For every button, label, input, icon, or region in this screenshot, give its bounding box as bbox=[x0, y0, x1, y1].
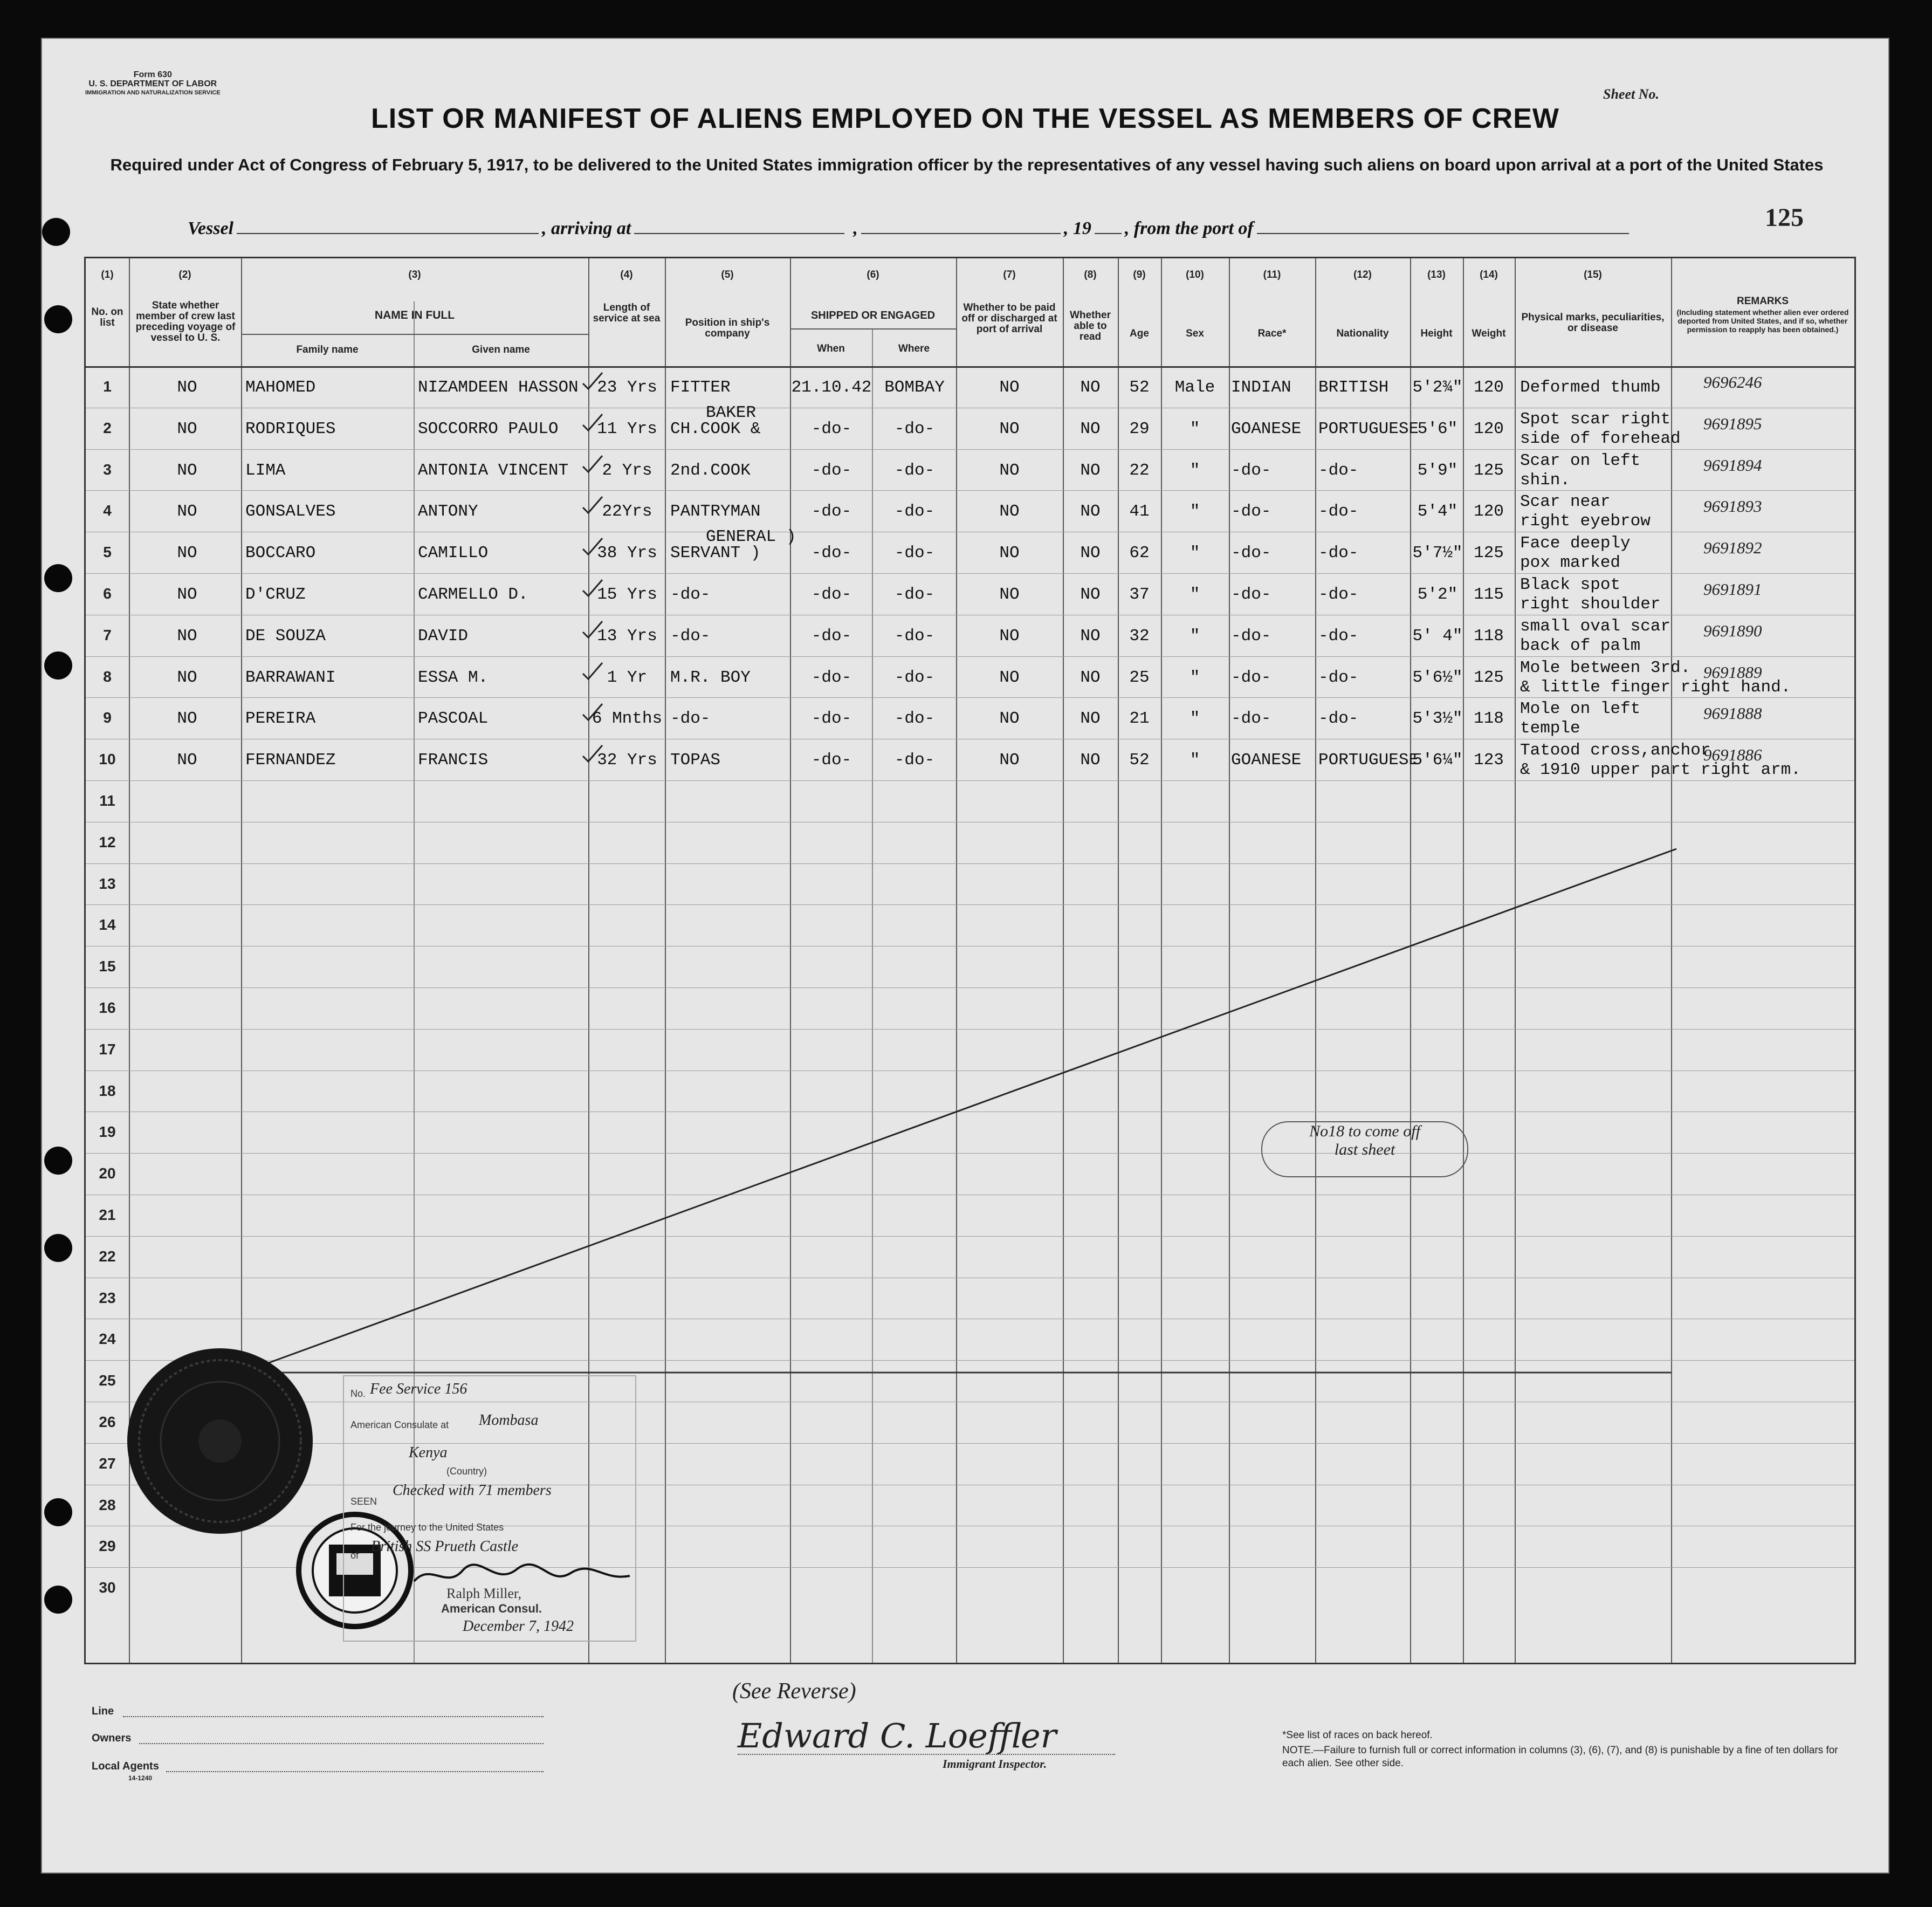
binder-hole-icon bbox=[44, 1147, 72, 1175]
cell-remark-number: 9691888 bbox=[1703, 704, 1762, 723]
row-number: 15 bbox=[99, 958, 116, 975]
cell-height: 5'6" bbox=[1417, 419, 1458, 438]
cell-when: -do- bbox=[811, 544, 852, 563]
cell-physical-marks-2: temple bbox=[1520, 719, 1580, 738]
cell-nationality: BRITISH bbox=[1318, 378, 1389, 397]
cell-race: -do- bbox=[1231, 585, 1271, 604]
cell-family-name: BOCCARO bbox=[245, 544, 316, 563]
cell-physical-marks-1: Scar near bbox=[1520, 492, 1611, 512]
cell-physical-marks-1: Mole between 3rd. bbox=[1520, 658, 1691, 677]
cell-family-name: DE SOUZA bbox=[245, 626, 326, 646]
col-num-8: (8) bbox=[1084, 269, 1097, 280]
cell-physical-marks-1: Deformed thumb bbox=[1520, 378, 1661, 397]
cell-where: -do- bbox=[894, 502, 935, 522]
col-num-12: (12) bbox=[1353, 269, 1372, 280]
consul-fee-service: Fee Service 156 bbox=[370, 1381, 467, 1397]
row-number: 13 bbox=[99, 875, 116, 892]
header-where: Where bbox=[898, 343, 930, 354]
cell-state: NO bbox=[177, 585, 197, 604]
cell-weight: 118 bbox=[1474, 709, 1504, 729]
col-num-11: (11) bbox=[1263, 269, 1281, 280]
cell-physical-marks-1: Spot scar right bbox=[1520, 409, 1671, 429]
col-num-2: (2) bbox=[178, 269, 191, 280]
cell-weight: 125 bbox=[1474, 668, 1504, 687]
vessel-label: Vessel bbox=[188, 218, 233, 238]
cell-where: -do- bbox=[894, 419, 935, 438]
row-number: 27 bbox=[99, 1455, 116, 1472]
cell-family-name: RODRIQUES bbox=[245, 419, 336, 438]
binder-hole-icon bbox=[44, 1586, 72, 1614]
cell-family-name: BARRAWANI bbox=[245, 668, 336, 687]
cell-position: -do- bbox=[670, 626, 711, 646]
handwritten-note bbox=[1261, 1121, 1468, 1177]
cell-remark-number: 9691891 bbox=[1703, 580, 1762, 599]
header-name-in-full: NAME IN FULL bbox=[374, 309, 455, 321]
row-number: 3 bbox=[103, 461, 112, 478]
cell-family-name: LIMA bbox=[245, 461, 286, 480]
cell-race: GOANESE bbox=[1231, 751, 1302, 770]
cell-physical-marks-1: small oval scar bbox=[1520, 616, 1671, 636]
cell-paid-off: NO bbox=[999, 585, 1020, 604]
cell-race: -do- bbox=[1231, 626, 1271, 646]
cell-physical-marks-2: pox marked bbox=[1520, 553, 1621, 573]
cell-age: 25 bbox=[1129, 668, 1150, 687]
cell-height: 5'4" bbox=[1417, 502, 1458, 522]
cell-when: -do- bbox=[811, 709, 852, 729]
cell-remark-number: 9691894 bbox=[1703, 455, 1762, 475]
cell-age: 37 bbox=[1129, 585, 1150, 604]
consulate-label: American Consulate at bbox=[350, 1419, 449, 1430]
cell-physical-marks-2: side of forehead bbox=[1520, 429, 1681, 448]
cell-sex: " bbox=[1190, 544, 1200, 563]
cell-length-service: 13 Yrs bbox=[597, 626, 657, 646]
cell-where: -do- bbox=[894, 585, 935, 604]
header-height: Height bbox=[1420, 328, 1453, 339]
header-when: When bbox=[817, 343, 845, 354]
cell-length-service: 11 Yrs bbox=[597, 419, 657, 438]
header-able-to-read: Whether able to read bbox=[1070, 310, 1111, 342]
cell-age: 41 bbox=[1129, 502, 1150, 522]
cell-race: -do- bbox=[1231, 461, 1271, 480]
cell-remark-number: 9691893 bbox=[1703, 497, 1762, 516]
cell-where: -do- bbox=[894, 751, 935, 770]
cell-length-service: 23 Yrs bbox=[597, 378, 657, 397]
line-label: Line bbox=[92, 1705, 114, 1717]
cell-when: -do- bbox=[811, 668, 852, 687]
row-number: 28 bbox=[99, 1496, 116, 1513]
header-remarks: REMARKS bbox=[1736, 296, 1789, 307]
service-name: IMMIGRATION AND NATURALIZATION SERVICE bbox=[85, 90, 221, 96]
cell-height: 5'7½" bbox=[1412, 544, 1463, 563]
cell-physical-marks-2: shin. bbox=[1520, 470, 1571, 490]
cell-able-to-read: NO bbox=[1080, 378, 1101, 397]
cell-sex: " bbox=[1190, 419, 1200, 438]
cell-given-name: FRANCIS bbox=[418, 751, 489, 770]
cell-remark-number: 9691886 bbox=[1703, 745, 1762, 765]
row-number: 20 bbox=[99, 1165, 116, 1182]
row-number: 17 bbox=[99, 1040, 116, 1058]
see-reverse-note: (See Reverse) bbox=[732, 1679, 856, 1704]
cell-given-name: DAVID bbox=[418, 626, 469, 646]
cell-paid-off: NO bbox=[999, 544, 1020, 563]
cell-position-top: GENERAL ) bbox=[706, 527, 796, 547]
cell-family-name: FERNANDEZ bbox=[245, 751, 336, 770]
cell-when: -do- bbox=[811, 626, 852, 646]
cell-state: NO bbox=[177, 461, 197, 480]
binder-hole-icon bbox=[44, 1234, 72, 1262]
col-num-3: (3) bbox=[408, 269, 421, 280]
cell-where: -do- bbox=[894, 668, 935, 687]
cell-able-to-read: NO bbox=[1080, 751, 1101, 770]
cell-age: 52 bbox=[1129, 751, 1150, 770]
cell-state: NO bbox=[177, 502, 197, 522]
header-no-on-list: No. on list bbox=[91, 306, 123, 328]
cell-family-name: GONSALVES bbox=[245, 502, 336, 522]
consul-country: Kenya bbox=[409, 1444, 448, 1461]
cell-sex: " bbox=[1190, 461, 1200, 480]
cell-length-service: 1 Yr bbox=[607, 668, 648, 687]
cell-physical-marks-1: Black spot bbox=[1520, 575, 1621, 594]
cell-state: NO bbox=[177, 709, 197, 729]
row-number: 24 bbox=[99, 1330, 116, 1348]
cell-weight: 125 bbox=[1474, 544, 1504, 563]
cell-age: 21 bbox=[1129, 709, 1150, 729]
cell-height: 5'9" bbox=[1417, 461, 1458, 480]
cell-nationality: -do- bbox=[1318, 585, 1359, 604]
cell-paid-off: NO bbox=[999, 461, 1020, 480]
cell-physical-marks-1: Face deeply bbox=[1520, 534, 1631, 553]
cell-where: -do- bbox=[894, 461, 935, 480]
seen-label: SEEN bbox=[350, 1496, 377, 1507]
of-label: of bbox=[350, 1550, 359, 1561]
col-num-13: (13) bbox=[1427, 269, 1446, 280]
row-number: 25 bbox=[99, 1372, 116, 1389]
header-position: Position in ship's company bbox=[685, 317, 770, 339]
header-state-member: State whether member of crew last preceding voyage of vessel to U. S. bbox=[135, 300, 236, 344]
cell-height: 5' 4" bbox=[1412, 626, 1463, 646]
seen-text: Checked with 71 members bbox=[393, 1482, 552, 1499]
cell-height: 5'3½" bbox=[1412, 709, 1463, 729]
manifest-sheet bbox=[41, 38, 1889, 1874]
cell-nationality: -do- bbox=[1318, 544, 1359, 563]
cell-state: NO bbox=[177, 626, 197, 646]
cell-weight: 118 bbox=[1474, 626, 1504, 646]
cell-able-to-read: NO bbox=[1080, 461, 1101, 480]
cell-nationality: -do- bbox=[1318, 461, 1359, 480]
cell-height: 5'2" bbox=[1417, 585, 1458, 604]
header-family-name: Family name bbox=[296, 344, 359, 355]
cell-sex: Male bbox=[1174, 378, 1215, 397]
header-sex: Sex bbox=[1186, 328, 1204, 339]
col-num-15: (15) bbox=[1584, 269, 1602, 280]
cell-position: PANTRYMAN bbox=[670, 502, 761, 522]
header-age: Age bbox=[1130, 328, 1149, 339]
cell-position: TOPAS bbox=[670, 751, 721, 770]
cell-where: -do- bbox=[894, 709, 935, 729]
cell-paid-off: NO bbox=[999, 502, 1020, 522]
cell-age: 29 bbox=[1129, 419, 1150, 438]
cell-state: NO bbox=[177, 419, 197, 438]
cell-remark-number: 9691892 bbox=[1703, 538, 1762, 558]
officer-name: Ralph Miller, bbox=[446, 1586, 522, 1601]
cell-physical-marks-1: Scar on left bbox=[1520, 451, 1641, 470]
country-label: (Country) bbox=[446, 1466, 487, 1477]
officer-title: American Consul. bbox=[441, 1602, 542, 1615]
cell-given-name: PASCOAL bbox=[418, 709, 489, 729]
vessel-line: Vessel , arriving at , , 19 , from the port of bbox=[188, 218, 1632, 239]
cell-position: FITTER bbox=[670, 378, 731, 397]
cell-given-name: SOCCORRO PAULO bbox=[418, 419, 559, 438]
note-line-1: No18 to come off bbox=[1309, 1122, 1420, 1140]
cell-sex: " bbox=[1190, 709, 1200, 729]
document-subtitle: Required under Act of Congress of February 5, 1917, to be delivered to the United States immigration officer by the representatives of any vessel having such aliens on board upon arrival at a port of the United States bbox=[110, 155, 1824, 174]
cell-race: GOANESE bbox=[1231, 419, 1302, 438]
header-length-service: Length of service at sea bbox=[593, 302, 661, 324]
cell-height: 5'2¾" bbox=[1412, 378, 1463, 397]
footnote-penalty: NOTE.—Failure to furnish full or correct information in columns (3), (6), (7), and (8) is punishable by a fine of ten dollars for each alien. See other side. bbox=[1282, 1745, 1838, 1769]
col-num-6: (6) bbox=[867, 269, 879, 280]
cell-weight: 120 bbox=[1474, 378, 1504, 397]
row-number: 2 bbox=[103, 419, 112, 436]
row-number: 10 bbox=[99, 751, 116, 768]
cell-length-service: 32 Yrs bbox=[597, 751, 657, 770]
cell-race: -do- bbox=[1231, 544, 1271, 563]
binder-hole-icon bbox=[44, 564, 72, 592]
inspector-signature: Edward C. Loeffler bbox=[738, 1716, 1057, 1755]
cell-when: -do- bbox=[811, 419, 852, 438]
cell-physical-marks-2: & little finger right hand. bbox=[1520, 677, 1791, 697]
row-number: 4 bbox=[103, 502, 112, 519]
cell-age: 32 bbox=[1129, 626, 1150, 646]
footnote-races: *See list of races on back hereof. bbox=[1282, 1730, 1433, 1741]
consular-seal-icon bbox=[123, 1344, 317, 1538]
row-number: 11 bbox=[99, 792, 115, 809]
cell-position-top: BAKER bbox=[706, 403, 757, 422]
row-number: 16 bbox=[99, 999, 116, 1016]
cell-sex: " bbox=[1190, 626, 1200, 646]
arriving-label: , arriving at bbox=[542, 218, 631, 238]
cell-when: 21.10.42 bbox=[791, 378, 872, 397]
cell-paid-off: NO bbox=[999, 626, 1020, 646]
cell-sex: " bbox=[1190, 585, 1200, 604]
row-number: 12 bbox=[99, 833, 116, 850]
col-num-10: (10) bbox=[1186, 269, 1204, 280]
row-number: 6 bbox=[103, 585, 112, 602]
header-given-name: Given name bbox=[472, 344, 530, 355]
cell-nationality: PORTUGUESE bbox=[1318, 419, 1419, 438]
row-number: 29 bbox=[99, 1538, 116, 1555]
row-number: 23 bbox=[99, 1289, 116, 1306]
form-identifier bbox=[85, 70, 221, 98]
row-number: 22 bbox=[99, 1247, 116, 1265]
binder-hole-icon bbox=[42, 218, 70, 246]
cell-length-service: 38 Yrs bbox=[597, 544, 657, 563]
cell-where: BOMBAY bbox=[884, 378, 945, 397]
cell-length-service: 6 Mnths bbox=[592, 709, 663, 729]
cell-able-to-read: NO bbox=[1080, 668, 1101, 687]
consulate-city: Mombasa bbox=[479, 1412, 539, 1429]
cell-able-to-read: NO bbox=[1080, 502, 1101, 522]
sheet-no-label: Sheet No. bbox=[1603, 86, 1659, 102]
cell-given-name: ESSA M. bbox=[418, 668, 489, 687]
header-weight: Weight bbox=[1472, 328, 1506, 339]
cell-when: -do- bbox=[811, 461, 852, 480]
cell-physical-marks-2: right eyebrow bbox=[1520, 512, 1651, 531]
cell-sex: " bbox=[1190, 668, 1200, 687]
consul-no-label: No. bbox=[350, 1388, 366, 1399]
row-number: 18 bbox=[99, 1082, 116, 1099]
binder-hole-icon bbox=[44, 651, 72, 680]
col-num-9: (9) bbox=[1133, 269, 1146, 280]
cell-weight: 123 bbox=[1474, 751, 1504, 770]
row-number: 14 bbox=[99, 916, 116, 934]
owners-label: Owners bbox=[92, 1732, 132, 1744]
cell-length-service: 22Yrs bbox=[602, 502, 652, 522]
binder-hole-icon bbox=[44, 305, 72, 333]
cell-physical-marks-2: back of palm bbox=[1520, 636, 1641, 655]
cell-position: -do- bbox=[670, 585, 711, 604]
consul-date: December 7, 1942 bbox=[463, 1618, 574, 1635]
cell-where: -do- bbox=[894, 626, 935, 646]
cell-position: -do- bbox=[670, 709, 711, 729]
cell-length-service: 15 Yrs bbox=[597, 585, 657, 604]
note-line-2: last sheet bbox=[1334, 1141, 1395, 1158]
col-num-14: (14) bbox=[1480, 269, 1498, 280]
row-number: 19 bbox=[99, 1123, 116, 1141]
header-race: Race* bbox=[1257, 328, 1287, 339]
row-number: 9 bbox=[103, 709, 112, 726]
header-nationality: Nationality bbox=[1336, 328, 1389, 339]
year-label: , 19 bbox=[1063, 218, 1091, 238]
col-num-7: (7) bbox=[1003, 269, 1016, 280]
cell-given-name: CARMELLO D. bbox=[418, 585, 528, 604]
cell-nationality: -do- bbox=[1318, 626, 1359, 646]
consular-certificate bbox=[343, 1375, 636, 1642]
from-port-label: , from the port of bbox=[1124, 218, 1254, 238]
cell-family-name: MAHOMED bbox=[245, 378, 316, 397]
cell-able-to-read: NO bbox=[1080, 585, 1101, 604]
col-num-4: (4) bbox=[620, 269, 633, 280]
cell-remark-number: 9691890 bbox=[1703, 621, 1762, 640]
col-num-1: (1) bbox=[101, 269, 114, 280]
cell-position: M.R. BOY bbox=[670, 668, 751, 687]
form-code: 14-1240 bbox=[128, 1774, 153, 1782]
row-number: 30 bbox=[99, 1579, 116, 1596]
cell-physical-marks-1: Tatood cross,anchor bbox=[1520, 741, 1711, 760]
cell-weight: 125 bbox=[1474, 461, 1504, 480]
cell-nationality: -do- bbox=[1318, 668, 1359, 687]
document-title: LIST OR MANIFEST OF ALIENS EMPLOYED ON THE VESSEL AS MEMBERS OF CREW bbox=[371, 103, 1559, 134]
cell-physical-marks-2: right shoulder bbox=[1520, 595, 1661, 614]
cell-paid-off: NO bbox=[999, 378, 1020, 397]
cell-nationality: -do- bbox=[1318, 502, 1359, 522]
cell-sex: " bbox=[1190, 502, 1200, 522]
header-paid-off: Whether to be paid off or discharged at port of arrival bbox=[961, 302, 1057, 335]
cell-age: 22 bbox=[1129, 461, 1150, 480]
cell-state: NO bbox=[177, 378, 197, 397]
cell-where: -do- bbox=[894, 544, 935, 563]
row-number: 8 bbox=[103, 668, 112, 685]
cell-position: SERVANT ) bbox=[670, 544, 761, 563]
cell-given-name: CAMILLO bbox=[418, 544, 489, 563]
header-shipped-engaged: SHIPPED OR ENGAGED bbox=[810, 310, 936, 321]
cell-nationality: PORTUGUESE bbox=[1318, 751, 1419, 770]
cell-given-name: ANTONIA VINCENT bbox=[418, 461, 569, 480]
cell-given-name: ANTONY bbox=[418, 502, 478, 522]
inspector-label: Immigrant Inspector. bbox=[943, 1757, 1047, 1771]
cell-when: -do- bbox=[811, 751, 852, 770]
row-number: 7 bbox=[103, 626, 112, 643]
row-number: 26 bbox=[99, 1414, 116, 1430]
row-number: 1 bbox=[103, 378, 112, 395]
header-physical-marks: Physical marks, peculiarities, or disease bbox=[1521, 312, 1665, 334]
cell-age: 52 bbox=[1129, 378, 1150, 397]
cell-nationality: -do- bbox=[1318, 709, 1359, 729]
ship-text: British SS Prueth Castle bbox=[371, 1538, 518, 1555]
agents-label: Local Agents bbox=[92, 1760, 159, 1772]
cell-weight: 120 bbox=[1474, 419, 1504, 438]
form-number: Form 630 bbox=[133, 70, 172, 79]
cell-physical-marks-1: Mole on left bbox=[1520, 699, 1641, 719]
cell-paid-off: NO bbox=[999, 751, 1020, 770]
cell-able-to-read: NO bbox=[1080, 544, 1101, 563]
cell-height: 5'6¼" bbox=[1412, 751, 1463, 770]
cell-age: 62 bbox=[1129, 544, 1150, 563]
col-num-5: (5) bbox=[721, 269, 734, 280]
header-remarks-note: (Including statement whether alien ever ordered deported from United States, and if so, whether permission to reapply has been obtained.) bbox=[1676, 308, 1849, 334]
cell-race: -do- bbox=[1231, 668, 1271, 687]
consul-signature bbox=[409, 1560, 635, 1592]
cell-state: NO bbox=[177, 668, 197, 687]
cell-race: -do- bbox=[1231, 709, 1271, 729]
binder-hole-icon bbox=[44, 1498, 72, 1526]
cell-height: 5'6½" bbox=[1412, 668, 1463, 687]
cell-weight: 115 bbox=[1474, 585, 1504, 604]
cell-state: NO bbox=[177, 544, 197, 563]
cell-when: -do- bbox=[811, 502, 852, 522]
cell-family-name: D'CRUZ bbox=[245, 585, 306, 604]
cell-physical-marks-2: & 1910 upper part right arm. bbox=[1520, 760, 1801, 780]
cell-able-to-read: NO bbox=[1080, 626, 1101, 646]
cell-able-to-read: NO bbox=[1080, 419, 1101, 438]
department-name: U. S. DEPARTMENT OF LABOR bbox=[88, 79, 217, 88]
cell-weight: 120 bbox=[1474, 502, 1504, 522]
cell-given-name: NIZAMDEEN HASSON bbox=[418, 378, 579, 397]
cell-race: -do- bbox=[1231, 502, 1271, 522]
cell-length-service: 2 Yrs bbox=[602, 461, 652, 480]
cell-remark-number: 9691889 bbox=[1703, 662, 1762, 682]
cell-position: 2nd.COOK bbox=[670, 461, 751, 480]
row-number: 21 bbox=[99, 1206, 116, 1223]
cell-position: CH.COOK & bbox=[670, 419, 761, 438]
sheet-number: 125 bbox=[1765, 203, 1804, 232]
cell-sex: " bbox=[1190, 751, 1200, 770]
cell-paid-off: NO bbox=[999, 668, 1020, 687]
cell-able-to-read: NO bbox=[1080, 709, 1101, 729]
row-number: 5 bbox=[103, 544, 112, 561]
cell-remark-number: 9691895 bbox=[1703, 414, 1762, 433]
cell-race: INDIAN bbox=[1231, 378, 1291, 397]
cell-state: NO bbox=[177, 751, 197, 770]
cell-remark-number: 9696246 bbox=[1703, 373, 1762, 392]
cell-when: -do- bbox=[811, 585, 852, 604]
cell-family-name: PEREIRA bbox=[245, 709, 316, 729]
journey-label: For the journey to the United States bbox=[350, 1522, 504, 1533]
cell-paid-off: NO bbox=[999, 419, 1020, 438]
cell-paid-off: NO bbox=[999, 709, 1020, 729]
